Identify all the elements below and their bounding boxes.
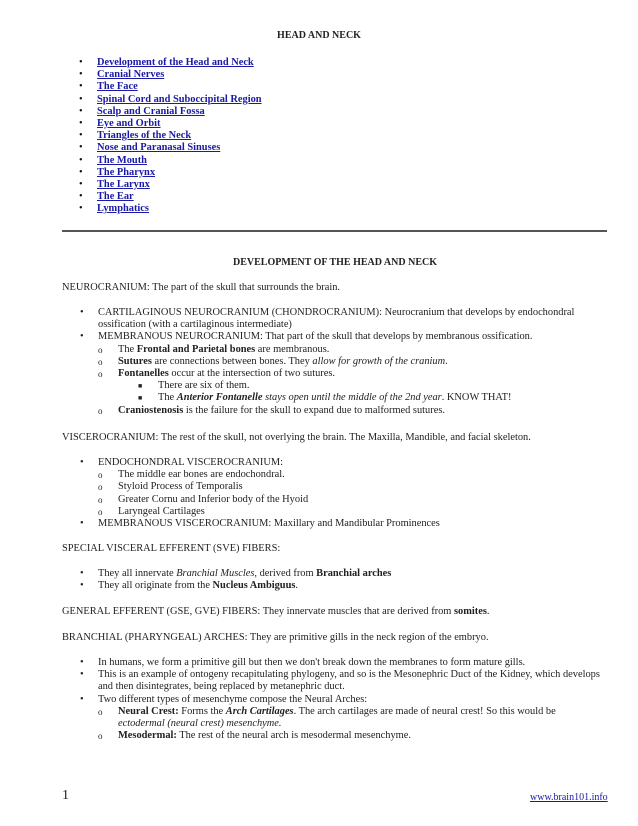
- toc-item[interactable]: [79, 118, 262, 130]
- bullet-text: ENDOCHONDRAL VISCEROCRANIUM:: [98, 457, 284, 468]
- list-item: • This is an example of ontogeny recapitulating phylogeny, and so is the Mesonephric Duct of the Kidney, which develops and then disintegrates, being replaced by metanephric duct.: [80, 669, 600, 693]
- italic-text: ectodermal (neural crest) mesenchyme.: [118, 718, 282, 730]
- viscerocranium-list: [80, 457, 600, 530]
- text: occur at the intersection of two sutures.: [168, 368, 335, 380]
- sub-list: [98, 706, 600, 743]
- bullet-text: CARTILAGINOUS NEUROCRANIUM (CHONDROCRANIUM): Neurocranium that develops by endochondral ossification (with a cartilaginous intermediate): [98, 307, 575, 331]
- text: are connections between bones. They: [151, 355, 313, 367]
- sub-item: [98, 405, 600, 417]
- text: GENERAL EFFERENT (GSE, GVE) FIBERS: They innervate muscles that are derived from: [62, 606, 454, 617]
- bullet-text: MEMBRANOUS VISCEROCRANIUM: Maxillary and Mandibular Prominences: [98, 518, 440, 530]
- toc-item[interactable]: [79, 106, 262, 118]
- neurocranium-list: [80, 307, 600, 417]
- horizontal-divider: [62, 230, 607, 232]
- toc-link[interactable]: Nose and Paranasal Sinuses: [97, 142, 221, 154]
- list-item: [80, 331, 600, 416]
- toc-link[interactable]: Eye and Orbit: [97, 117, 161, 129]
- toc-link[interactable]: Cranial Nerves: [97, 69, 165, 81]
- text: .: [445, 355, 448, 367]
- viscerocranium-definition: VISCEROCRANIUM: The rest of the skull, not overlying the brain. The Maxilla, Mandible, and facial skeleton.: [62, 432, 531, 443]
- sve-heading: SPECIAL VISCERAL EFFERENT (SVE) FIBERS:: [62, 543, 281, 554]
- sub-list: [98, 469, 600, 518]
- sub-sub-item: [138, 392, 600, 404]
- list-item: [80, 307, 600, 331]
- text: , derived from: [254, 568, 317, 579]
- sub-item: o Laryngeal Cartilages: [98, 506, 600, 518]
- sub-list: [98, 344, 600, 417]
- gse-paragraph: [62, 606, 607, 618]
- neurocranium-definition: NEUROCRANIUM: The part of the skull that surrounds the brain.: [62, 282, 341, 293]
- list-item: [80, 568, 600, 580]
- toc-item[interactable]: [79, 203, 262, 215]
- toc-link[interactable]: The Mouth: [97, 154, 147, 166]
- list-item: [80, 518, 600, 530]
- bold-italic-text: Arch Cartilages: [225, 705, 294, 717]
- branchial-arches-definition: BRANCHIAL (PHARYNGEAL) ARCHES: They are primitive gills in the neck region of the embryo.: [62, 632, 489, 643]
- sub-sub-list: [118, 380, 600, 404]
- toc-item[interactable]: [79, 130, 262, 142]
- sub-item: [98, 356, 600, 368]
- bullet-text: MEMBRANOUS NEUROCRANIUM: That part of the skull that develops by membranous ossification.: [98, 331, 533, 343]
- text: They all innervate: [98, 568, 177, 579]
- sub-item: [98, 368, 600, 405]
- toc-item[interactable]: [79, 167, 262, 179]
- toc-link[interactable]: Scalp and Cranial Fossa: [97, 105, 205, 117]
- toc-item[interactable]: [79, 179, 262, 191]
- toc-item[interactable]: [79, 57, 262, 69]
- toc-link[interactable]: Development of the Head and Neck: [97, 57, 254, 68]
- text: are membranous.: [255, 343, 330, 355]
- sub-item: [98, 730, 600, 742]
- italic-text: Branchial Muscles: [176, 568, 255, 579]
- text: The rest of the neural arch is mesodermal mesenchyme.: [176, 730, 411, 742]
- list-item: [80, 580, 600, 592]
- sub-item: o Styloid Process of Temporalis: [98, 481, 600, 493]
- bullet-text: Two different types of mesenchyme compose the Neural Arches:: [98, 693, 368, 705]
- bold-text: somites: [454, 606, 487, 617]
- table-of-contents: [79, 57, 262, 215]
- bold-text: Nucleus Ambiguus: [212, 580, 296, 592]
- toc-link[interactable]: The Ear: [97, 191, 134, 203]
- sub-sub-item: ■ There are six of them.: [138, 380, 600, 392]
- italic-text: stays open until the middle of the 2nd year: [262, 392, 442, 404]
- list-item: [80, 694, 600, 743]
- toc-item[interactable]: [79, 69, 262, 81]
- website-link[interactable]: www.brain101.info: [530, 792, 608, 803]
- list-item: • In humans, we form a primitive gill but then we don't break down the membranes to form mature gills.: [80, 657, 600, 669]
- toc-item[interactable]: [79, 142, 262, 154]
- text: . The arch cartilages are made of neural crest! So this would be: [293, 705, 556, 717]
- bold-text: Craniostenosis: [118, 404, 184, 416]
- bold-text: Frontal and Parietal bones: [136, 343, 256, 355]
- toc-link[interactable]: The Larynx: [97, 178, 150, 190]
- toc-link[interactable]: Triangles of the Neck: [97, 130, 192, 142]
- bold-text: Branchial arches: [316, 568, 392, 579]
- bold-italic-text: Anterior Fontanelle: [176, 392, 263, 404]
- sub-item: o The middle ear bones are endochondral.: [98, 469, 600, 481]
- toc-item[interactable]: [79, 94, 262, 106]
- toc-link[interactable]: The Face: [97, 81, 138, 93]
- text: Forms the: [178, 705, 226, 717]
- page-number: 1: [62, 788, 69, 803]
- text: .: [295, 580, 299, 592]
- sub-item: [98, 344, 600, 356]
- branchial-list: [80, 657, 600, 742]
- section-heading: DEVELOPMENT OF THE HEAD AND NECK: [232, 257, 437, 268]
- bold-text: Sutures: [118, 355, 152, 367]
- text: .: [486, 606, 490, 617]
- text: The: [158, 392, 177, 404]
- sub-item: [98, 706, 600, 730]
- toc-item[interactable]: [79, 81, 262, 93]
- italic-text: allow for growth of the cranium: [312, 355, 446, 367]
- text: . KNOW THAT!: [441, 392, 512, 404]
- bold-text: Mesodermal:: [118, 730, 177, 742]
- toc-link[interactable]: Spinal Cord and Suboccipital Region: [97, 93, 262, 105]
- toc-link[interactable]: The Pharynx: [97, 166, 156, 178]
- toc-item[interactable]: [79, 155, 262, 167]
- sub-item: o Greater Cornu and Inferior body of the Hyoid: [98, 494, 600, 506]
- toc-link[interactable]: Lymphatics: [97, 203, 149, 215]
- sve-list: [80, 568, 600, 592]
- text: They all originate from the: [98, 580, 213, 592]
- bold-text: Fontanelles: [118, 368, 169, 380]
- page-title: HEAD AND NECK: [277, 30, 361, 41]
- bold-text: Neural Crest:: [118, 705, 179, 717]
- toc-item[interactable]: [79, 191, 262, 203]
- text: is the failure for the skull to expand due to malformed sutures.: [183, 404, 445, 416]
- text: The: [118, 343, 137, 355]
- list-item: [80, 457, 600, 518]
